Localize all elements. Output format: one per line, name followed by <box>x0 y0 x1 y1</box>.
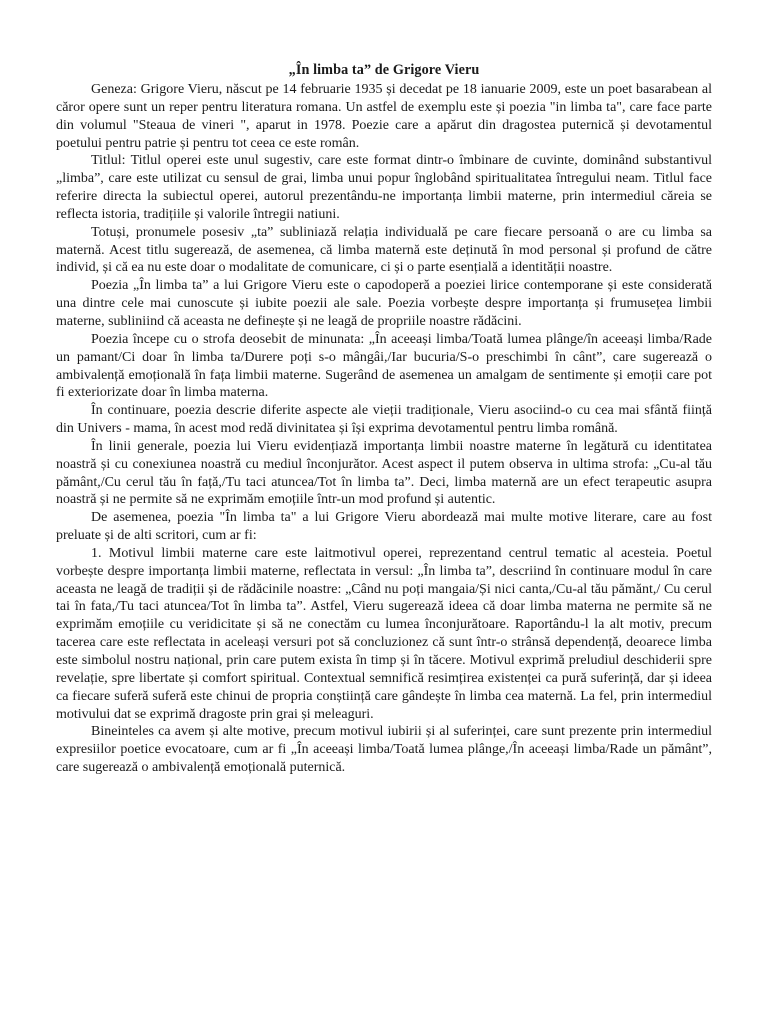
paragraph-linii-generale: În linii generale, poezia lui Vieru evidențiază importanța limbii noastre materne în legătură cu identitatea noastră și cu conexiunea noastră cu mediul înconjurător. Acest aspect il putem observa in ultima strofa: „Cu-al tău pământ,/Cu cerul tău în față,/Tu taci atuncea/Tot în limba ta”. Deci, limba maternă are un efect terapeutic asupra noastră și ne permite să ne exprimăm emoțiile într-un mod profund și autentic. <box>56 438 712 508</box>
paragraph-alte-motive: Bineinteles ca avem și alte motive, precum motivul iubirii și al suferinței, care sunt prezente prin intermediul expresiilor poetice evocatoare, cum ar fi „În aceeași limba/Toată lumea plânge,/În aceeași limba/Rade un pământ”, care sugerează o ambivalență emoțională puternică. <box>56 724 712 776</box>
paragraph-continuare: În continuare, poezia descrie diferite aspecte ale vieții tradiționale, Vieru asociind-o cu cea mai sfântă ființă din Univers - mama, în acest mod redă divinitatea și își exprima devotamentul pentru limba română. <box>56 403 712 437</box>
paragraph-strofa: Poezia începe cu o strofa deosebit de minunata: „În aceeași limba/Toată lumea plânge/în aceeași limba/Rade un pamant/Ci doar în limba ta/Durere poți s-o mângâi,/Iar bucuria/S-o preschimbi în cânt”, care sugerează o ambivalență emoțională în fața limbii materne. Sugerând de asemenea un amalgam de sentimente și emoții care pot fi exteriorizate doar în limba materna. <box>56 331 712 401</box>
paragraph-pronume: Totuși, pronumele posesiv „ta” subliniază relația individuală pe care fiecare persoană o are cu limba sa maternă. Acest titlu sugerează, de asemenea, că limba maternă este deținută în mod personal și profund de către individ, și că ea nu este doar o modalitate de comunicare, ci și o parte esențială a identității noastre. <box>56 224 712 276</box>
paragraph-geneza: Geneza: Grigore Vieru, născut pe 14 februarie 1935 și decedat pe 18 ianuarie 2009, este un poet basarabean al căror opere sunt un reper pentru literatura romana. Un astfel de exemplu este și poezia "in limba ta", care face parte din volumul "Steaua de vineri ", aparut in 1978. Poezie care a apărut din dragostea puternică și devotamentul poetului pentru patrie și pentru tot ceea ce este român. <box>56 82 712 151</box>
paragraph-motivul-limbii: 1. Motivul limbii materne care este laitmotivul operei, reprezentand centrul tematic al acesteia. Poetul vorbește despre importanța limbii materne, reflectata in versul: „În limba ta”, descriind în continuare modul în care aceasta ne leagă de tradiții și de rădăcinile noastre: „Când nu poți mangaia/Și nici canta,/Cu-al tău pămănt,/ Cu cerul tai în fata,/Tu taci atuncea/Tot în limba ta”. Astfel, Vieru sugerează ideea că doar limba materna ne permite să ne exprimăm emoțiile cu veridicitate și să ne conectăm cu lumea înconjurătoare. Raportându-l la alt motiv, precum tacerea care este reflectata in aceleași versuri pot să concluzionez că sunt într-o strânsă dependență, deoarece limba este simbolul nostru național, prin care putem exista în timp și în tăcere. Motivul exprimă preludiul deschiderii spre revelație, spre libertate și comfort spiritual. Contextual semnifică resimțirea existenței ca pură suferință, dar și ideea ca fiecare suferă suferă este chinui de propria conștiință care gândește în limba cea maternă. La fel, prin intermediul motivului dat se exprimă dragoste prin grai și meleaguri. <box>56 545 712 722</box>
paragraph-titlul: Titlul: Titlul operei este unul sugestiv, care este format dintr-o îmbinare de cuvinte, dominând substantivul „limba”, care este utilizat cu sensul de grai, limba unui popur înglobând spiritualitatea întregului neam. Titlul face referire directa la subiectul operei, autorul prezentându-ne importanța limbii materne, prin intermediul căreia se reflecta istoria, tradițiile și valorile întregii natiuni. <box>56 153 712 222</box>
paragraph-capodopera: Poezia „În limba ta” a lui Grigore Vieru este o capodoperă a poeziei lirice contemporane și este considerată una dintre cele mai cunoscute și iubite poezii ale sale. Poezia vorbește despre importanța și frumusețea limbii materne, subliniind că aceasta ne definește și ne leagă de propriile noastre rădăcini. <box>56 278 712 329</box>
document-body <box>56 81 712 777</box>
document-title: „În limba ta” de Grigore Vieru <box>288 62 480 78</box>
paragraph-motive-intro: De asemenea, poezia "În limba ta" a lui Grigore Vieru abordează mai multe motive literare, care au fost preluate și de alti scritori, cum ar fi: <box>56 510 712 544</box>
